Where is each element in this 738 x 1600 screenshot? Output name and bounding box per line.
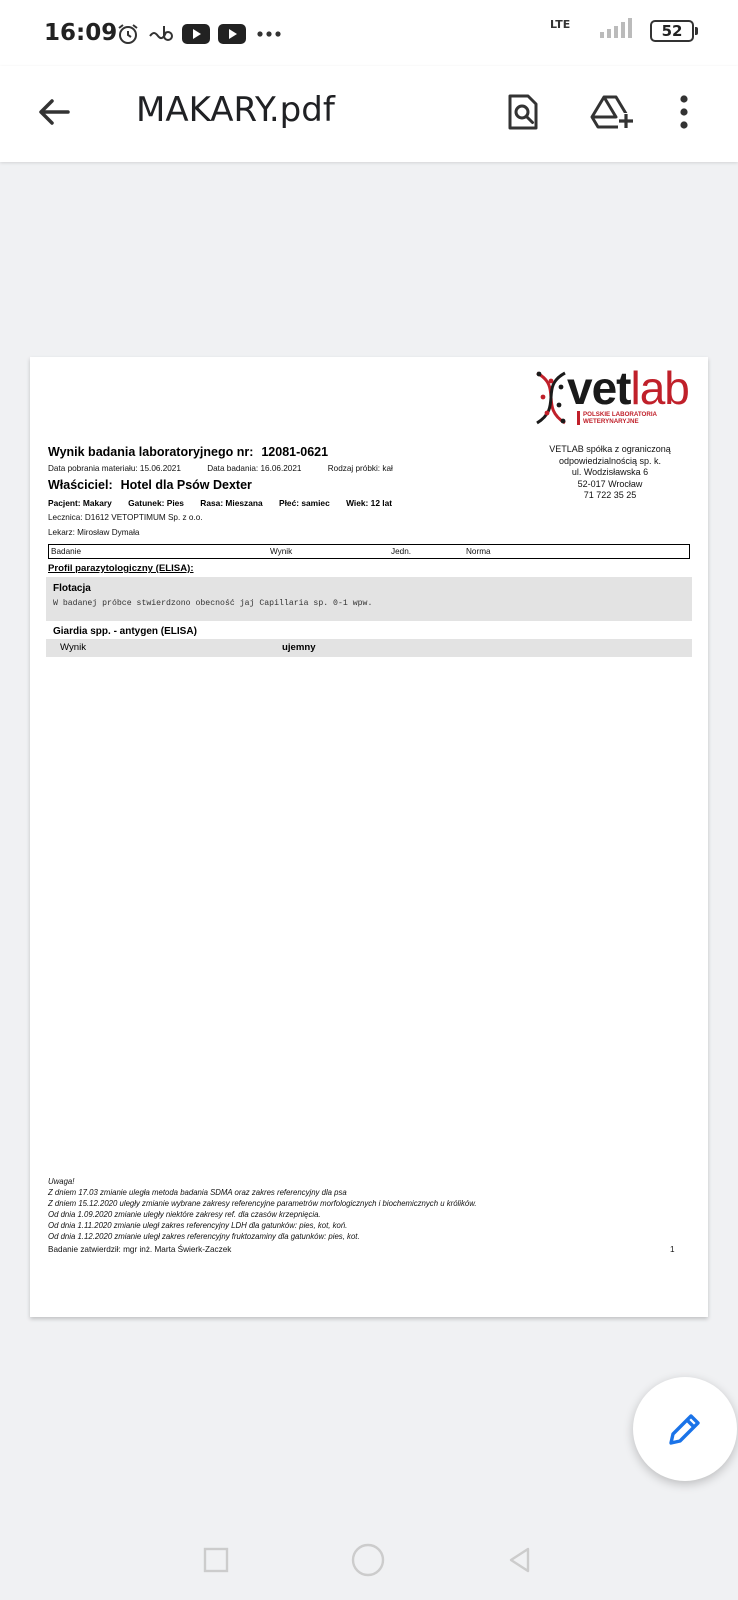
giardia-result-value: ujemny [282,642,316,653]
giardia-result-label: Wynik [60,642,87,653]
app-bar [0,66,738,162]
col-result: Wynik [270,547,293,556]
status-bar [0,0,738,66]
flotation-title: Flotacja [53,583,91,594]
more-vert-icon [678,94,690,130]
edit-fab[interactable] [633,1377,737,1481]
patient-name: Pacjent: Makary [48,498,112,508]
page-number: 1 [670,1245,675,1254]
report-title: Wynik badania laboratoryjnego nr: 12081-0621 [48,445,329,459]
alarm-icon [116,22,140,46]
giardia-title: Giardia spp. - antygen (ELISA) [53,626,197,637]
more-notifications-icon [254,24,284,44]
flotation-result [46,577,692,621]
note-line: Od dnia 1.12.2020 zmianie uległ zakres referencyjny fruktozaminy dla gatunków: pies, kot. [48,1232,360,1241]
results-column-header [48,544,690,559]
nfc-icon [148,22,174,46]
clinic: Lecznica: D1612 VETOPTIMUM Sp. z o.o. [48,513,203,522]
battery-icon: 52 [650,20,694,42]
pdf-page[interactable] [30,357,708,1317]
sex: Płeć: samiec [279,498,330,508]
system-indicators [550,16,694,45]
notes [48,1176,477,1242]
youtube-icon [182,24,210,44]
col-norm: Norma [466,547,491,556]
sample-type: Rodzaj próbki: kał [327,464,393,473]
back-arrow-icon [36,94,72,130]
note-line: Z dniem 15.12.2020 uległy zmianie wybrane zakresy referencyjne parametrów morfologicznych i biochemicznych u królików. [48,1199,477,1208]
note-line: Uwaga! [48,1177,75,1186]
recents-button[interactable] [196,1540,236,1580]
dates-row [48,464,417,473]
home-circle-icon [350,1542,386,1578]
home-button[interactable] [348,1540,388,1580]
col-unit: Jedn. [391,547,412,556]
search-document-icon [506,93,542,131]
age: Wiek: 12 lat [346,498,393,508]
species: Gatunek: Pies [128,498,184,508]
add-to-drive-icon [590,93,634,131]
note-line: Od dnia 1.11.2020 zmianie uległ zakres referencyjny LDH dla gatunków: pies, kot, koń. [48,1221,348,1230]
add-to-drive-button[interactable] [588,88,636,136]
logo-subtitle: POLSKIE LABORATORIA WETERYNARYJNE [577,411,657,425]
notification-icons [116,22,284,46]
search-document-button[interactable] [500,88,548,136]
back-triangle-icon [506,1546,534,1574]
note-line: Z dniem 17.03 zmianie uległa metoda badania SDMA oraz zakres referencyjny dla psa [48,1188,347,1197]
section-title: Profil parazytologiczny (ELISA): [48,563,194,574]
system-nav-bar [0,1520,738,1600]
back-button[interactable] [30,88,78,136]
owner: Właściciel: Hotel dla Psów Dexter [48,478,252,492]
approved-by: Badanie zatwierdził: mgr inż. Marta Świerk-Zaczek [48,1245,232,1254]
note-line: Od dnia 1.09.2020 zmianie uległy niektóre zakresy ref. dla czasów krzepnięcia. [48,1210,321,1219]
status-time: 16:09 [44,20,118,46]
nav-back-button[interactable] [500,1540,540,1580]
flotation-text: W badanej próbce stwierdzono obecność jaj Capillaria sp. 0-1 wpw. [53,599,373,608]
youtube-icon [218,24,246,44]
edit-pencil-icon [665,1409,705,1449]
signal-icon [600,16,640,45]
network-type: LTE [550,18,571,31]
sample-date: Data pobrania materiału: 15.06.2021 [48,464,181,473]
more-options-button[interactable] [660,88,708,136]
doctor: Lekarz: Mirosław Dymała [48,528,140,537]
col-test: Badanie [51,547,82,556]
vetlab-logo [533,362,689,431]
dna-helix-icon [533,369,569,427]
test-date: Data badania: 16.06.2021 [207,464,302,473]
recents-square-icon [202,1546,230,1574]
company-address: VETLAB spółka z ograniczoną odpowiedzialnością sp. k. ul. Wodzisławska 6 52-017 Wrocław 71 722 35 25 [549,444,671,500]
breed: Rasa: Mieszana [200,498,263,508]
patient-info [48,498,406,508]
report-number: 12081-0621 [261,445,329,459]
giardia-result-row [46,639,692,657]
logo-wordmark: vetlab [567,362,689,414]
file-title: MAKARY.pdf [136,90,335,130]
